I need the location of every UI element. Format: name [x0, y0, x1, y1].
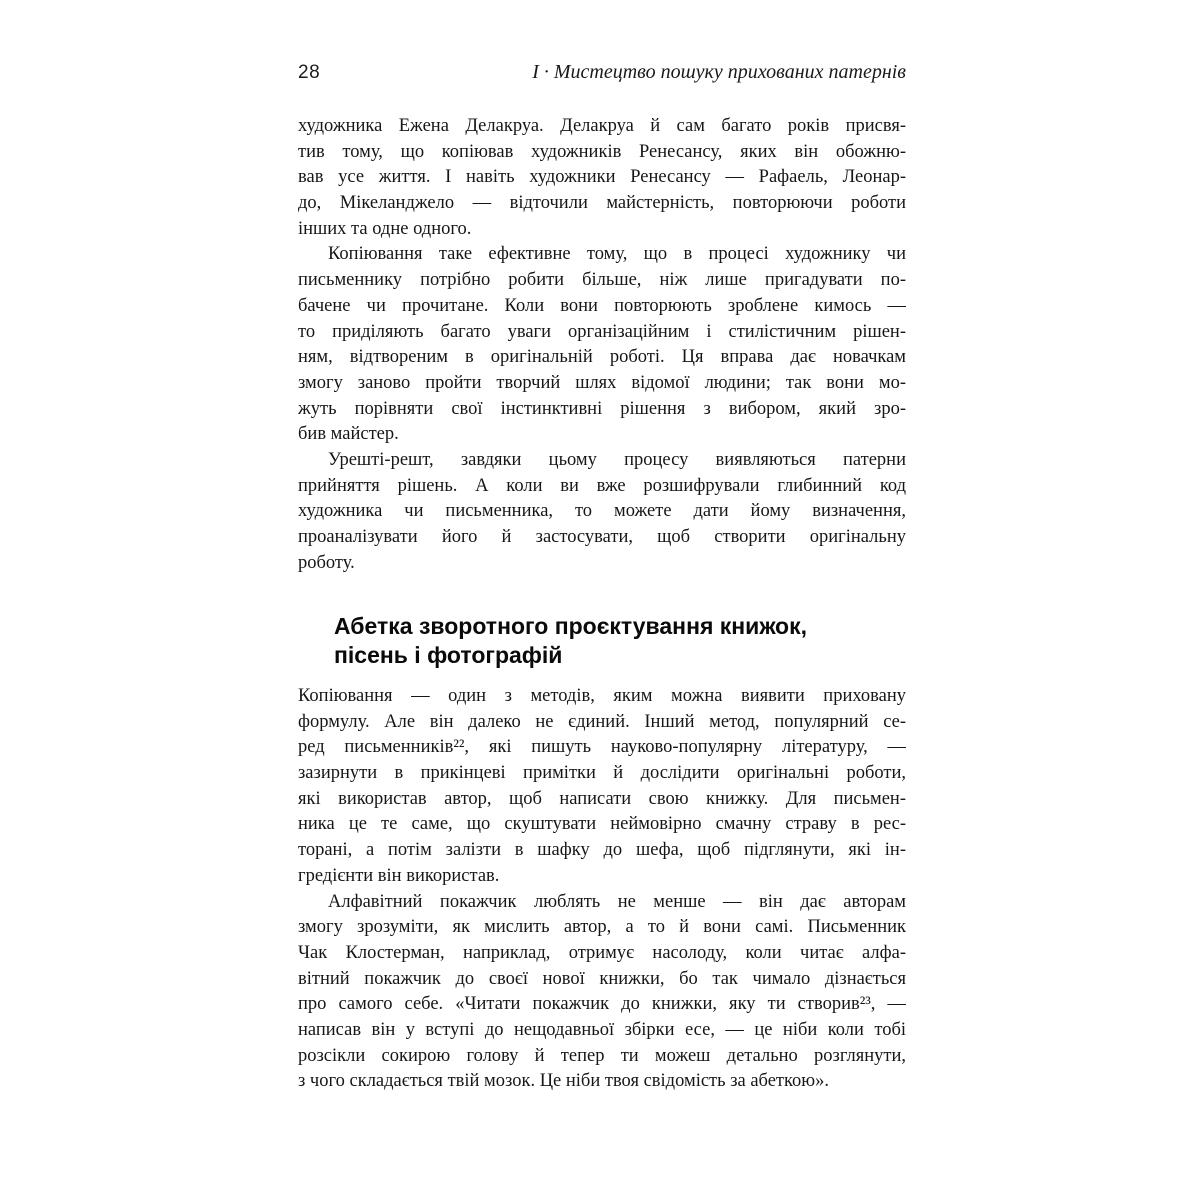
text-line: жуть порівняти свої інстинктивні рішення з вибором, який зро-: [298, 398, 906, 419]
text-line: бачене чи прочитане. Коли вони повторюють зроблене кимось —: [298, 295, 906, 316]
text-line: зазирнути в прикінцеві примітки й дослідити оригінальні роботи,: [298, 763, 906, 784]
text-line: Алфавітний покажчик люблять не менше — він дає авторам: [328, 891, 906, 912]
text-column: [298, 0, 906, 1200]
paragraph: [298, 684, 906, 890]
text-line: ням, відтвореним в оригінальній роботі. Ця вправа дає новачкам: [298, 347, 906, 368]
text-line: Урешті-решт, завдяки цьому процесу виявляються патерни: [328, 449, 906, 470]
running-head: [298, 61, 906, 84]
text-line: торані, а потім залізти в шафку до шефа, щоб підглянути, які ін-: [298, 840, 906, 861]
section-heading-line: пісень і фотографій: [334, 642, 563, 668]
text-line: тив тому, що копіював художників Ренесансу, яких він обожню-: [298, 141, 906, 162]
text-line: формулу. Але він далеко не єдиний. Інший метод, популярний се-: [298, 711, 906, 732]
paragraph: [298, 114, 906, 242]
section-heading-line: Абетка зворотного проєктування книжок,: [334, 613, 808, 639]
paragraph: [298, 448, 906, 576]
text-line: про самого себе. «Читати покажчик до книжки, яку ти створив²³, —: [298, 994, 906, 1015]
text-line: художника Ежена Делакруа. Делакруа й сам багато років присвя-: [298, 116, 906, 136]
text-line: вав усе життя. І навіть художники Ренесансу — Рафаель, Леонар-: [298, 167, 906, 188]
text-line: написав він у вступі до нещодавньої збірки есе, — це ніби коли тобі: [298, 1019, 906, 1040]
text-line: до, Мікеланджело — відточили майстерність, повторюючи роботи: [298, 193, 906, 214]
text-line: гредієнти він використав.: [298, 865, 500, 886]
text-line: ника це те саме, що скуштувати неймовірно смачну страву в рес-: [298, 814, 906, 835]
text-line: змогу зрозуміти, як мислить автор, а то й вони самі. Письменник: [298, 917, 906, 938]
text-line: прийняття рішень. А коли ви вже розшифрували глибинний код: [298, 475, 906, 496]
text-line: роботу.: [298, 552, 355, 573]
text-line: письменнику потрібно робити більше, ніж лише пригадувати по-: [298, 270, 906, 291]
text-line: художника чи письменника, то можете дати йому визначення,: [298, 501, 906, 522]
text-line: Копіювання — один з методів, яким можна виявити приховану: [298, 686, 906, 706]
text-line: інших та одне одного.: [298, 218, 472, 239]
body-text-lower: [298, 684, 906, 1095]
body-text-upper: [298, 114, 906, 576]
text-line: змогу заново пройти творчий шлях відомої людини; так вони мо-: [298, 372, 906, 393]
text-line: які використав автор, щоб написати свою книжку. Для письмен-: [298, 788, 906, 809]
text-line: то приділяють багато уваги організаційним і стилістичним рішен-: [298, 321, 906, 342]
text-line: вітний покажчик до своєї нової книжки, бо так чимало дізнається: [298, 968, 906, 989]
text-line: Чак Клостерман, наприклад, отримує насолоду, коли читає алфа-: [298, 942, 906, 963]
text-line: з чого складається твій мозок. Це ніби твоя свідомість за абеткою».: [298, 1071, 830, 1092]
text-line: проаналізувати його й застосувати, щоб створити оригінальну: [298, 527, 906, 547]
paragraph: [298, 890, 906, 1096]
text-line: бив майстер.: [298, 424, 399, 445]
chapter-title: I · Мистецтво пошуку прихованих патернів: [532, 61, 906, 83]
section-heading: [298, 612, 906, 670]
page-number: 28: [298, 62, 321, 83]
text-line: ред письменників²², які пишуть науково-популярну літературу, —: [298, 737, 906, 758]
paragraph: [298, 242, 906, 448]
text-line: Копіювання таке ефективне тому, що в процесі художнику чи: [328, 244, 906, 265]
text-line: розсікли сокирою голову й тепер ти можеш детально розглянути,: [298, 1045, 906, 1066]
